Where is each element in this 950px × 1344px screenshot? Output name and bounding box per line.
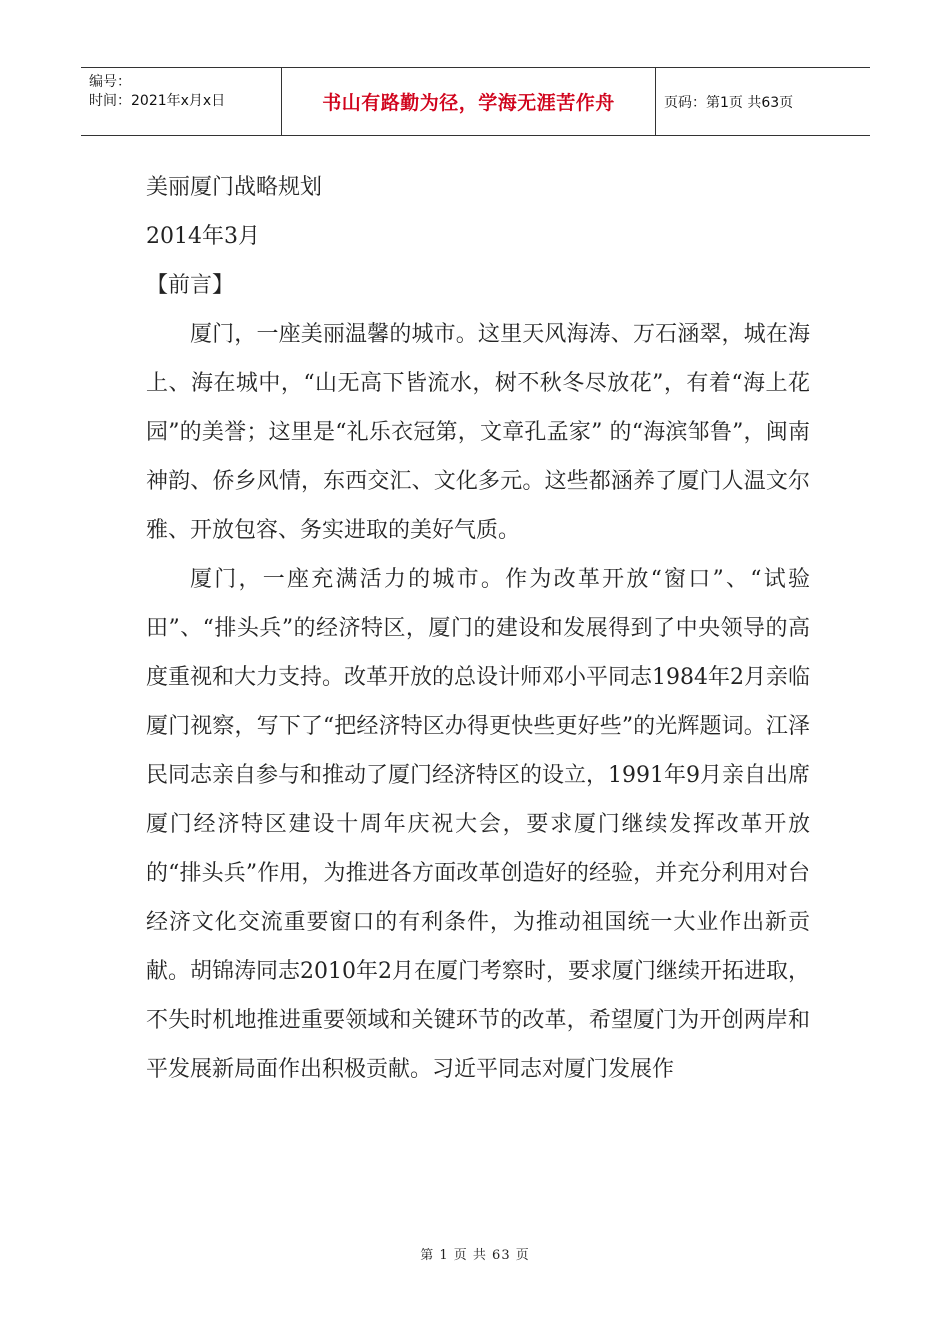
document-date: 2014年3月 bbox=[146, 224, 260, 249]
paragraph-2: 厦门，一座充满活力的城市。作为改革开放“窗口”、“试验田”、“排头兵”的经济特区，厦门的建设和发展得到了中央领导的高度重视和大力支持。改革开放的总设计师邓小平同志1984年2月亲临厦门视察，写下了“把经济特区办得更快些更好些”的光辉题词。江泽民同志亲自参与和推动了厦门经济特区的设立，1991年9月亲自出席厦门经济特区建设十周年庆祝大会，要求厦门继续发挥改革开放的“排头兵”作用，为推进各方面改革创造好的经验，并充分利用对台经济文化交流重要窗口的有利条件，为推动祖国统一大业作出新贡献。胡锦涛同志2010年2月在厦门考察时，要求厦门继续开拓进取，不失时机地推进重要领域和关键环节的改革，希望厦门为开创两岸和平发展新局面作出积极贡献。习近平同志对厦门发展作 bbox=[146, 567, 810, 1082]
header-motto: 书山有路勤为径，学海无涯苦作舟 bbox=[282, 68, 656, 135]
header-page-label: 页码：第1页 共63页 bbox=[664, 94, 794, 111]
section-heading: 【前言】 bbox=[146, 273, 235, 298]
time-label: 时间：2021年x月x日 bbox=[89, 93, 226, 109]
document-header bbox=[81, 67, 870, 136]
paragraph-1: 厦门，一座美丽温馨的城市。这里天风海涛、万石涵翠，城在海上、海在城中，“山无高下皆流水，树不秋冬尽放花”，有着“海上花园”的美誉；这里是“礼乐衣冠第，文章孔孟家” 的“海滨邹鲁”，闽南神韵、侨乡风情，东西交汇、文化多元。这些都涵养了厦门人温文尔雅、开放包容、务实进取的美好气质。 bbox=[146, 322, 810, 543]
document-title: 美丽厦门战略规划 bbox=[146, 175, 323, 200]
number-label: 编号： bbox=[89, 74, 131, 90]
page-footer: 第 1 页 共 63 页 bbox=[420, 1248, 530, 1263]
document-body bbox=[146, 163, 810, 1094]
header-meta-cell bbox=[81, 68, 282, 135]
